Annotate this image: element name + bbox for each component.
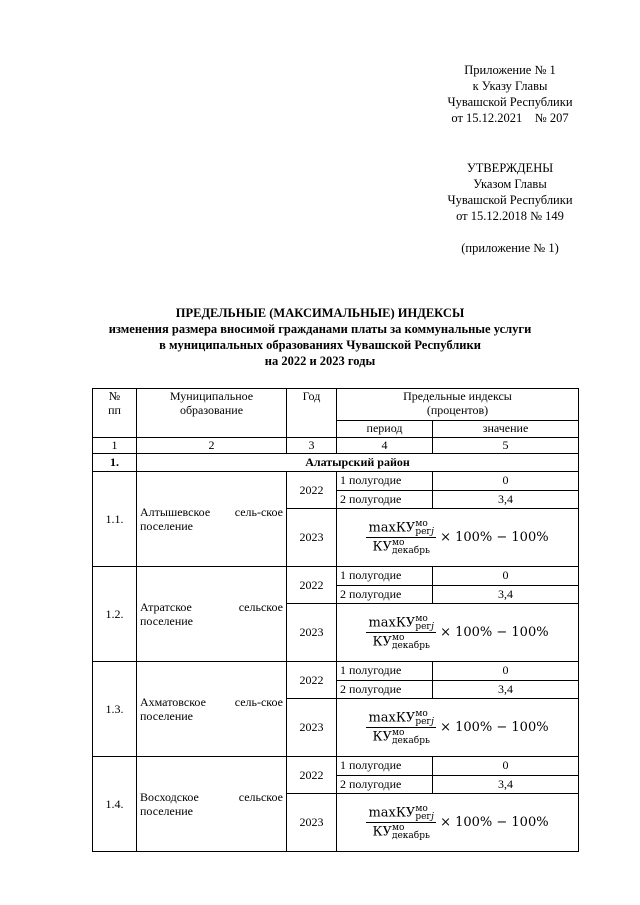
row-year: 2023 xyxy=(287,794,337,852)
appendix-line: к Указу Главы xyxy=(472,79,548,93)
formula-fraction xyxy=(366,520,435,555)
formula-fraction xyxy=(366,615,435,650)
title-line: на 2022 и 2023 годы xyxy=(264,354,376,368)
title-line: изменения размера вносимой гражданами платы за коммунальные услуги xyxy=(108,322,532,336)
row-municipality: Ахматовское сель-ское поселение xyxy=(137,662,287,757)
row-value: 0 xyxy=(433,472,579,491)
row-year: 2022 xyxy=(287,757,337,794)
formula-fraction xyxy=(366,805,435,840)
row-formula xyxy=(337,699,579,757)
row-value: 3,4 xyxy=(433,585,579,604)
row-year: 2022 xyxy=(287,567,337,604)
row-value: 0 xyxy=(433,662,579,681)
row-period: 2 полугодие xyxy=(337,775,433,794)
approved-block xyxy=(420,160,600,256)
formula-numerator: maxКУмо регj xyxy=(368,804,434,822)
formula-rest: × 100% − 100% xyxy=(440,815,549,830)
row-num: 1.1. xyxy=(93,472,137,567)
formula-rest: × 100% − 100% xyxy=(440,530,549,545)
row-year: 2023 xyxy=(287,699,337,757)
row-period: 1 полугодие xyxy=(337,757,433,776)
formula-denominator: КУмо декабрь xyxy=(372,538,430,556)
col-number: 3 xyxy=(287,438,337,454)
col-number: 4 xyxy=(337,438,433,454)
row-municipality: Атратское сельское поселение xyxy=(137,567,287,662)
row-num: 1.2. xyxy=(93,567,137,662)
district-name: Алатырский район xyxy=(137,454,579,472)
header-period: период xyxy=(337,421,433,438)
row-value: 3,4 xyxy=(433,680,579,699)
row-num: 1.3. xyxy=(93,662,137,757)
approved-line: (приложение № 1) xyxy=(461,241,559,255)
approved-line: от 15.12.2018 № 149 xyxy=(456,209,564,223)
row-year: 2023 xyxy=(287,604,337,662)
formula-fraction xyxy=(366,710,435,745)
row-period: 1 полугодие xyxy=(337,567,433,586)
row-value: 0 xyxy=(433,567,579,586)
row-formula xyxy=(337,509,579,567)
row-period: 1 полугодие xyxy=(337,472,433,491)
col-number: 5 xyxy=(433,438,579,454)
table-row xyxy=(93,662,579,681)
document-title xyxy=(90,305,550,369)
row-year: 2023 xyxy=(287,509,337,567)
district-num: 1. xyxy=(93,454,137,472)
appendix-line: Чувашской Республики xyxy=(447,95,573,109)
row-period: 2 полугодие xyxy=(337,490,433,509)
row-period: 2 полугодие xyxy=(337,585,433,604)
row-period: 1 полугодие xyxy=(337,662,433,681)
table-row xyxy=(93,472,579,491)
header-num: № пп xyxy=(93,389,137,438)
row-value: 0 xyxy=(433,757,579,776)
formula-numerator: maxКУмо регj xyxy=(368,709,434,727)
table-row xyxy=(93,757,579,776)
formula-numerator: maxКУмо регj xyxy=(368,614,434,632)
row-formula xyxy=(337,604,579,662)
appendix-line: Приложение № 1 xyxy=(464,63,556,77)
formula-denominator: КУмо декабрь xyxy=(372,633,430,651)
row-value: 3,4 xyxy=(433,775,579,794)
header-year: Год xyxy=(287,389,337,438)
title-line: в муниципальных образованиях Чувашской Республики xyxy=(159,338,481,352)
approved-line: УТВЕРЖДЕНЫ xyxy=(466,161,554,175)
row-year: 2022 xyxy=(287,472,337,509)
formula-denominator: КУмо декабрь xyxy=(372,728,430,746)
row-municipality: Алтышевское сель-ское поселение xyxy=(137,472,287,567)
header-indices: Предельные индексы (процентов) xyxy=(337,389,579,421)
title-line: ПРЕДЕЛЬНЫЕ (МАКСИМАЛЬНЫЕ) ИНДЕКСЫ xyxy=(175,306,465,320)
row-formula xyxy=(337,794,579,852)
appendix-block xyxy=(420,62,600,126)
row-period: 2 полугодие xyxy=(337,680,433,699)
row-value: 3,4 xyxy=(433,490,579,509)
formula-rest: × 100% − 100% xyxy=(440,625,549,640)
row-municipality: Восходское сельское поселение xyxy=(137,757,287,852)
formula-denominator: КУмо декабрь xyxy=(372,823,430,841)
col-number: 1 xyxy=(93,438,137,454)
formula-numerator: maxКУмо регj xyxy=(368,519,434,537)
approved-line: Указом Главы xyxy=(473,177,547,191)
appendix-line: от 15.12.2021 № 207 xyxy=(451,111,569,125)
header-value: значение xyxy=(433,421,579,438)
formula-rest: × 100% − 100% xyxy=(440,720,549,735)
col-number: 2 xyxy=(137,438,287,454)
approved-line: Чувашской Республики xyxy=(447,193,573,207)
header-municipality: Муниципальное образование xyxy=(137,389,287,438)
row-year: 2022 xyxy=(287,662,337,699)
indices-table xyxy=(92,388,579,852)
table-row xyxy=(93,567,579,586)
row-num: 1.4. xyxy=(93,757,137,852)
